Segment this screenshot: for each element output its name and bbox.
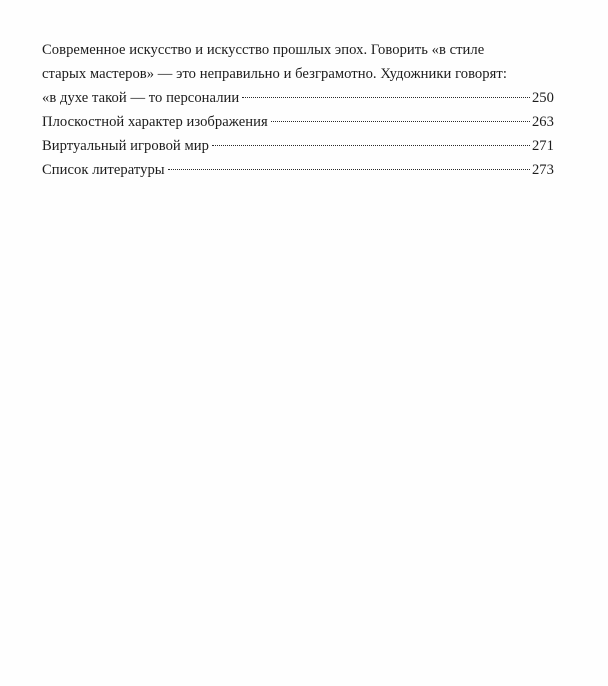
toc-entry-title: Виртуальный игровой мир: [42, 138, 209, 154]
dot-leader: [271, 121, 530, 122]
toc-entry-title: «в духе такой — то персоналии: [42, 90, 240, 106]
dot-leader: [212, 145, 530, 146]
toc-entry-text-line: Современное искусство и искусство прошлых эпох. Говорить «в стиле: [42, 42, 485, 58]
toc-page-number: 273: [531, 162, 554, 178]
toc-entry: [42, 110, 554, 134]
toc-entry: [42, 134, 554, 158]
toc-entry-title: Список литературы: [42, 162, 165, 178]
dot-leader: [168, 169, 530, 170]
dot-leader: [242, 97, 530, 98]
toc-entry: [42, 158, 554, 182]
toc-entry-text-line: старых мастеров» — это неправильно и безграмотно. Художники говорят:: [42, 66, 507, 82]
table-of-contents: [42, 38, 554, 182]
toc-entry-title: Плоскостной характер изображения: [42, 114, 268, 130]
toc-page-number: 250: [531, 90, 554, 106]
toc-page-number: 271: [531, 138, 554, 154]
toc-page-number: 263: [531, 114, 554, 130]
toc-entry: [42, 86, 554, 110]
